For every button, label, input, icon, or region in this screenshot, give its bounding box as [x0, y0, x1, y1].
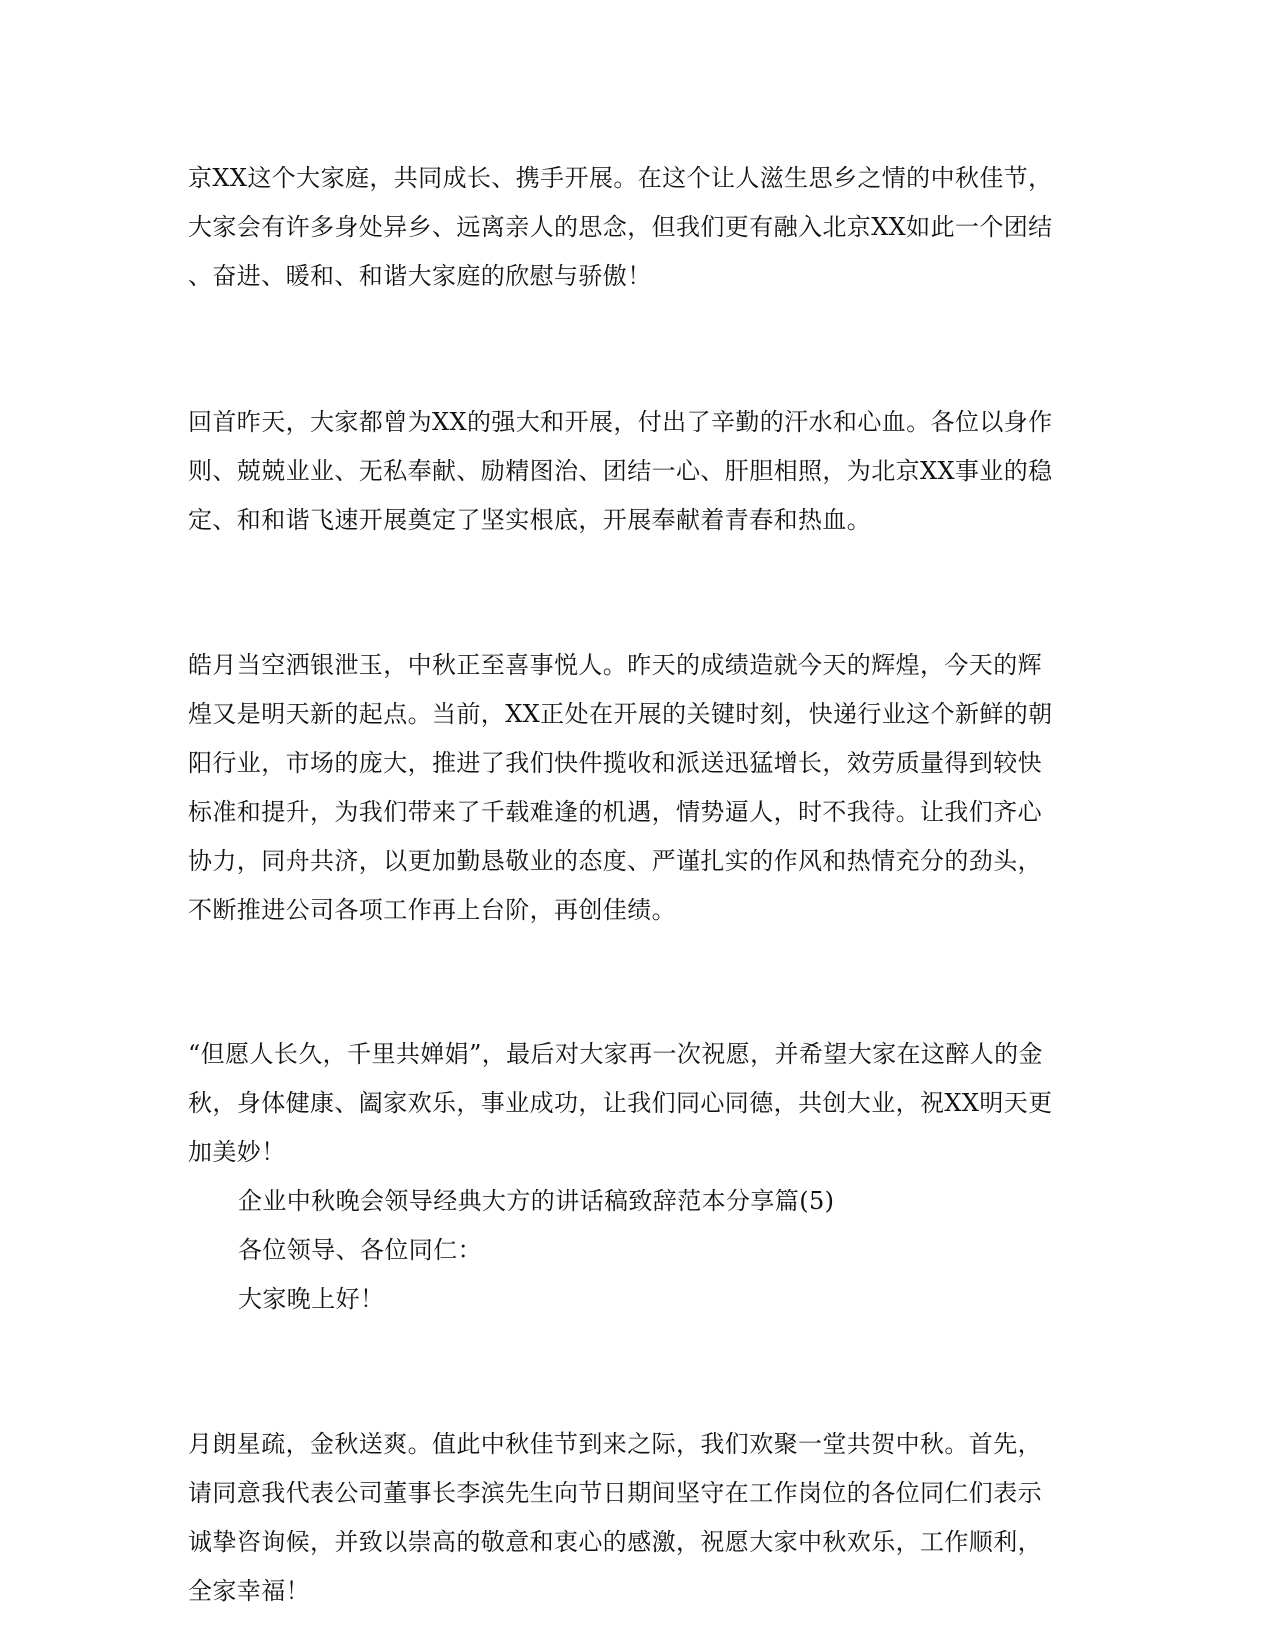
paragraph-line: 标准和提升，为我们带来了千载难逢的机遇，情势逼人，时不我待。让我们齐心 [188, 798, 1042, 826]
speech-header [188, 1177, 1063, 1324]
paragraph-spacer [188, 935, 1063, 1030]
paragraph-2 [188, 398, 1063, 545]
paragraph-1 [188, 154, 1063, 301]
paragraph-line: 煌又是明天新的起点。当前，XX正处在开展的关键时刻，快递行业这个新鲜的朝 [188, 700, 1053, 728]
document-body [188, 154, 1063, 1616]
paragraph-line: 请同意我代表公司董事长李滨先生向节日期间坚守在工作岗位的各位同仁们表示 [188, 1479, 1042, 1507]
paragraph-5 [188, 1420, 1063, 1616]
paragraph-line: 全家幸福！ [188, 1577, 310, 1605]
paragraph-line: 诚挚咨询候，并致以崇高的敬意和衷心的感激，祝愿大家中秋欢乐，工作顺利， [188, 1528, 1042, 1556]
paragraph-line: 秋，身体健康、阖家欢乐，事业成功，让我们同心同德，共创大业，祝XX明天更 [188, 1089, 1053, 1117]
paragraph-line: 京XX这个大家庭，共同成长、携手开展。在这个让人滋生思乡之情的中秋佳节， [188, 164, 1053, 192]
salutation: 各位领导、各位同仁： [238, 1236, 482, 1264]
paragraph-line: 阳行业，市场的庞大，推进了我们快件揽收和派送迅猛增长，效劳质量得到较快 [188, 749, 1042, 777]
paragraph-line: 大家会有许多身处异乡、远离亲人的思念，但我们更有融入北京XX如此一个团结 [188, 213, 1053, 241]
paragraph-line: 月朗星疏，金秋送爽。值此中秋佳节到来之际，我们欢聚一堂共贺中秋。首先， [188, 1430, 1042, 1458]
paragraph-line: 定、和和谐飞速开展奠定了坚实根底，开展奉献着青春和热血。 [188, 506, 872, 534]
paragraph-line: 则、兢兢业业、无私奉献、励精图治、团结一心、肝胆相照，为北京XX事业的稳 [188, 457, 1053, 485]
paragraph-3 [188, 641, 1063, 935]
paragraph-line: 回首昨天，大家都曾为XX的强大和开展，付出了辛勤的汗水和心血。各位以身作 [188, 408, 1053, 436]
paragraph-line: “但愿人长久，千里共婵娟”，最后对大家再一次祝愿，并希望大家在这醉人的金 [188, 1040, 1043, 1068]
paragraph-line: 协力，同舟共济，以更加勤恳敬业的态度、严谨扎实的作风和热情充分的劲头， [188, 847, 1042, 875]
paragraph-line: 加美妙！ [188, 1138, 286, 1166]
greeting: 大家晚上好！ [238, 1285, 385, 1313]
paragraph-4 [188, 1030, 1063, 1177]
paragraph-line: 不断推进公司各项工作再上台阶，再创佳绩。 [188, 896, 676, 924]
paragraph-line: 、奋进、暖和、和谐大家庭的欣慰与骄傲！ [188, 262, 652, 290]
paragraph-spacer [188, 301, 1063, 398]
section-title: 企业中秋晚会领导经典大方的讲话稿致辞范本分享篇(5) [238, 1187, 835, 1215]
paragraph-line: 皓月当空洒银泄玉，中秋正至喜事悦人。昨天的成绩造就今天的辉煌，今天的辉 [188, 651, 1042, 679]
paragraph-spacer [188, 545, 1063, 641]
paragraph-spacer [188, 1324, 1063, 1420]
